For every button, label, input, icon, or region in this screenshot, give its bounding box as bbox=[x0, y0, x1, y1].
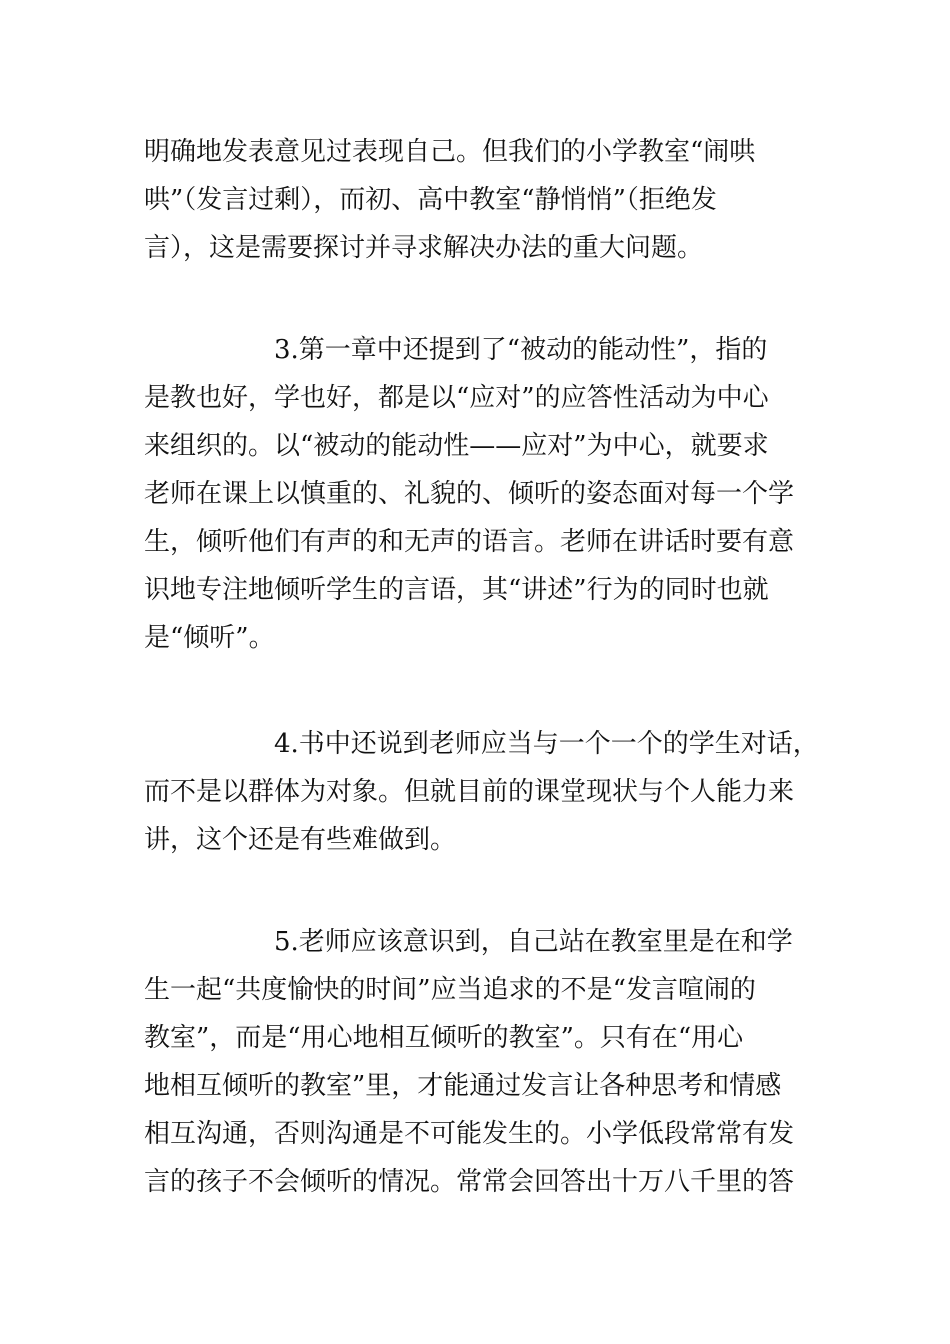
paragraph-line: 哄”（发言过剩），而初、高中教室“静悄悄”（拒绝发 bbox=[144, 185, 717, 215]
paragraph-line: 4.书中还说到老师应当与一个一个的学生对话， bbox=[274, 729, 819, 759]
paragraph-line: 老师在课上以慎重的、礼貌的、倾听的姿态面对每一个学 bbox=[144, 479, 795, 509]
paragraph-line: 识地专注地倾听学生的言语，其“讲述”行为的同时也就 bbox=[144, 575, 769, 605]
paragraph-line: 来组织的。以“被动的能动性——应对”为中心，就要求 bbox=[144, 431, 769, 461]
paragraph-4 bbox=[144, 918, 834, 1206]
paragraph-2 bbox=[144, 326, 834, 662]
paragraph-line: 3.第一章中还提到了“被动的能动性”，指的 bbox=[274, 335, 768, 365]
paragraph-line: 讲，这个还是有些难做到。 bbox=[144, 825, 457, 855]
paragraph-line: 明确地发表意见过表现自己。但我们的小学教室“闹哄 bbox=[144, 137, 756, 167]
paragraph-3 bbox=[144, 720, 834, 864]
paragraph-line: 教室”，而是“用心地相互倾听的教室”。只有在“用心 bbox=[144, 1023, 744, 1053]
paragraph-line: 地相互倾听的教室”里，才能通过发言让各种思考和情感 bbox=[144, 1071, 782, 1101]
paragraph-line: 言的孩子不会倾听的情况。常常会回答出十万八千里的答 bbox=[144, 1167, 795, 1197]
paragraph-line: 5.老师应该意识到，自己站在教室里是在和学 bbox=[274, 927, 793, 957]
paragraph-line: 言），这是需要探讨并寻求解决办法的重大问题。 bbox=[144, 233, 704, 263]
paragraph-line: 生，倾听他们有声的和无声的语言。老师在讲话时要有意 bbox=[144, 527, 795, 557]
paragraph-line: 是“倾听”。 bbox=[144, 623, 275, 653]
paragraph-line: 而不是以群体为对象。但就目前的课堂现状与个人能力来 bbox=[144, 777, 795, 807]
paragraph-line: 相互沟通，否则沟通是不可能发生的。小学低段常常有发 bbox=[144, 1119, 795, 1149]
paragraph-line: 是教也好，学也好，都是以“应对”的应答性活动为中心 bbox=[144, 383, 769, 413]
paragraph-1 bbox=[144, 128, 834, 272]
paragraph-line: 生一起“共度愉快的时间”应当追求的不是“发言喧闹的 bbox=[144, 975, 756, 1005]
